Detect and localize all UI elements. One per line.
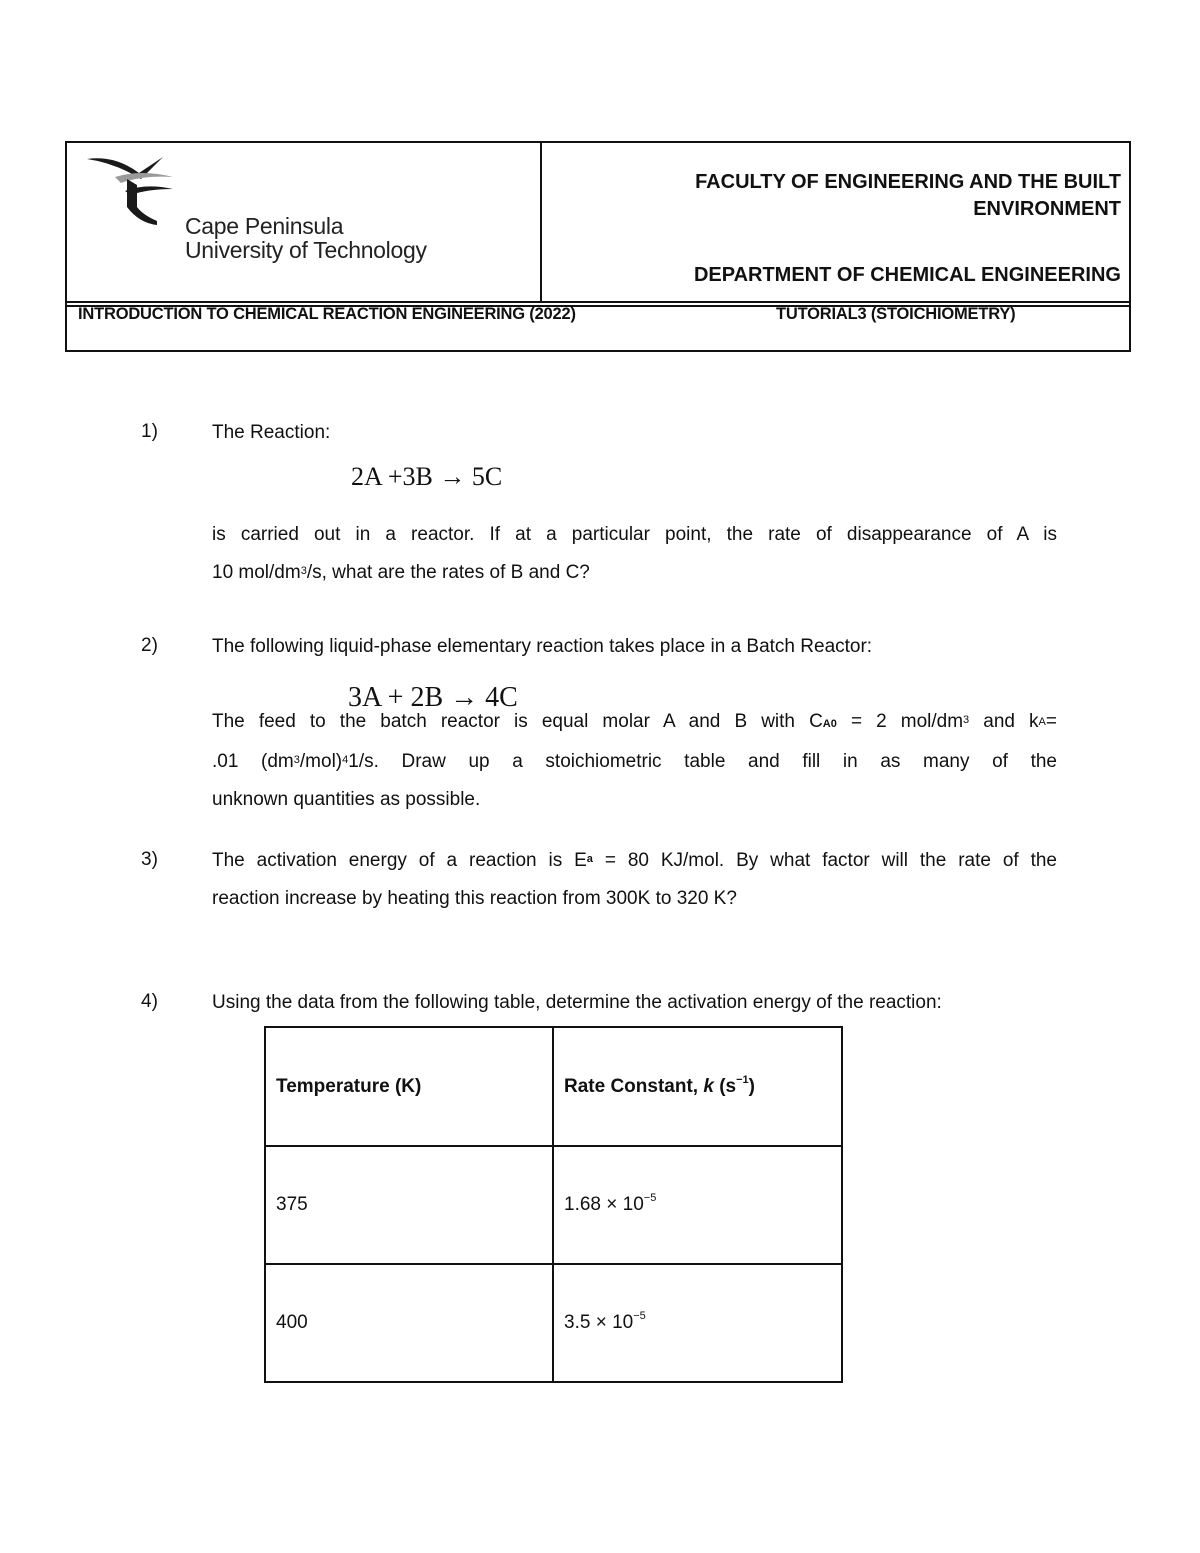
- rate-constant-unit-exp: −1: [736, 1073, 749, 1086]
- q2-superscript-3: 4: [342, 754, 349, 766]
- q2-superscript-2: 3: [293, 754, 300, 766]
- university-logo-mark-icon: [85, 153, 195, 233]
- q2-text-c: and k: [969, 711, 1039, 732]
- header-vertical-divider: [540, 143, 542, 303]
- rate-constant-mantissa: 3.5 × 10: [564, 1312, 634, 1333]
- question-2-intro: The following liquid-phase elementary reaction takes place in a Batch Reactor:: [212, 636, 873, 657]
- rate-constant-mantissa: 1.68 × 10: [564, 1194, 644, 1215]
- question-1-line1: is carried out in a reactor. If at a particular point, the rate of disappearance of A is: [212, 524, 1057, 545]
- q1-rate-unit-text: /s, what are the rates of B and C?: [306, 562, 590, 583]
- question-2-line3: unknown quantities as possible.: [212, 789, 481, 810]
- question-2-line2: [212, 743, 1057, 781]
- question-1-equation: 2A +3B → 5C: [351, 462, 503, 491]
- cell-temperature: 375: [265, 1146, 553, 1264]
- q2-subscript-a: A: [1038, 716, 1046, 728]
- q2-text-a: The feed to the batch reactor is equal molar A and B with C: [212, 711, 823, 732]
- header-divider: [67, 301, 1129, 303]
- question-3-line2: reaction increase by heating this reaction from 300K to 320 K?: [212, 888, 737, 909]
- document-header: [65, 141, 1131, 352]
- q3-text-a: The activation energy of a reaction is E: [212, 850, 587, 871]
- q2-text-g: 1/s. Draw up a stoichiometric table and fill in as many of the: [348, 751, 1057, 772]
- table-header-row: [265, 1027, 842, 1146]
- q2-text-f: /mol): [299, 751, 343, 772]
- logo-text-line1: Cape Peninsula: [185, 213, 344, 239]
- question-4-number: 4): [141, 991, 158, 1012]
- question-2-number: 2): [141, 635, 158, 656]
- course-title: INTRODUCTION TO CHEMICAL REACTION ENGINEERING (2022): [78, 305, 576, 323]
- question-1-intro: The Reaction:: [212, 422, 331, 443]
- q2-text-e: .01 (dm: [212, 751, 294, 772]
- question-4-intro: Using the data from the following table, determine the activation energy of the reaction:: [212, 992, 942, 1013]
- q3-subscript-a: a: [586, 853, 593, 865]
- tutorial-title: TUTORIAL3 (STOICHIOMETRY): [776, 305, 1016, 323]
- cell-temperature: 400: [265, 1264, 553, 1382]
- q2-subscript-a0: A0: [822, 718, 837, 730]
- cell-rate-constant: [553, 1264, 842, 1382]
- question-3-line1: [212, 842, 1057, 880]
- rate-constant-unit-open: (s: [713, 1075, 737, 1097]
- q2-text-b: = 2 mol/dm: [836, 711, 964, 732]
- department-title: DEPARTMENT OF CHEMICAL ENGINEERING: [693, 264, 1121, 286]
- question-2-body: [212, 703, 1057, 819]
- question-3-body: [212, 842, 1057, 918]
- table-row: [265, 1264, 842, 1382]
- rate-constant-exponent: −5: [633, 1310, 646, 1322]
- question-1-number: 1): [141, 421, 158, 442]
- question-2-equation: 3A + 2B → 4C: [348, 682, 518, 713]
- q3-text-b: = 80 KJ/mol. By what factor will the rate of the: [592, 850, 1057, 871]
- rate-constant-label: Rate Constant,: [564, 1075, 704, 1097]
- q2-text-d: =: [1045, 711, 1057, 732]
- rate-constant-unit-close: ): [748, 1075, 755, 1097]
- question-2-line1: [212, 703, 1057, 743]
- question-1-line2: [212, 554, 1057, 592]
- logo-text-line2: University of Technology: [185, 237, 427, 263]
- university-logo: [85, 153, 427, 263]
- rate-constant-table: [264, 1026, 843, 1383]
- question-1-body: [212, 516, 1057, 592]
- table-row: [265, 1146, 842, 1264]
- rate-constant-exponent: −5: [643, 1192, 657, 1204]
- col-header-rate-constant: [553, 1027, 842, 1146]
- cell-rate-constant: [553, 1146, 842, 1264]
- col-header-temperature: Temperature (K): [265, 1027, 553, 1146]
- question-3-number: 3): [141, 849, 158, 870]
- q1-superscript: 3: [300, 565, 307, 577]
- faculty-title: FACULTY OF ENGINEERING AND THE BUILT ENVIRONMENT: [695, 171, 1121, 220]
- q2-superscript-1: 3: [963, 714, 970, 726]
- rate-constant-symbol: k: [703, 1075, 714, 1097]
- q1-rate-value: 10 mol/dm: [212, 562, 301, 583]
